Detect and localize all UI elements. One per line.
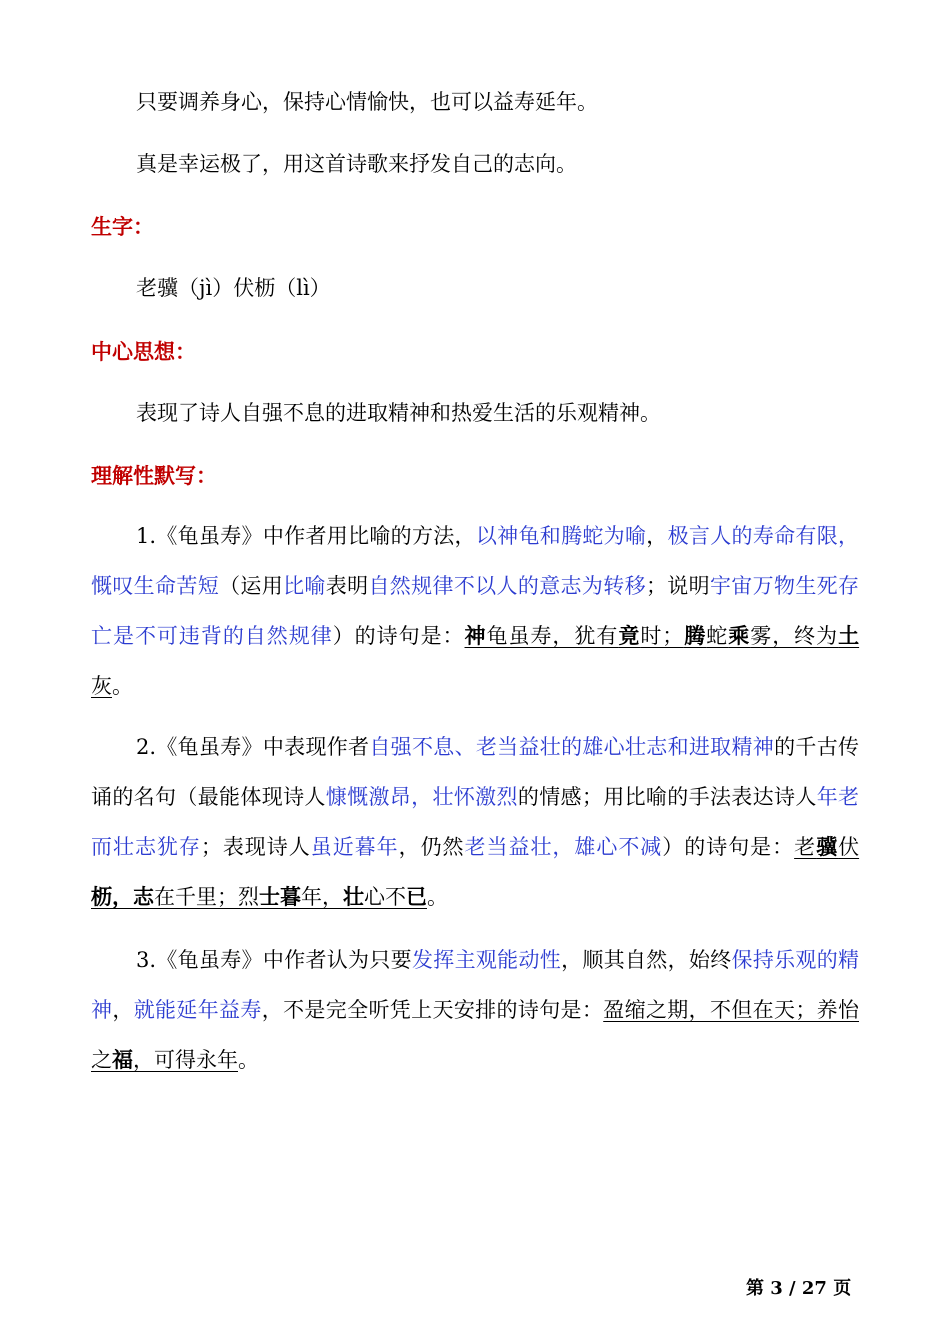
item2-text: 的情感；用比喻的手法表达诗人 xyxy=(517,785,817,809)
item1-end: 。 xyxy=(112,674,133,698)
item1-keypoint: 比喻 xyxy=(283,574,326,598)
item3-text: ，不是完全听凭上天安排的诗句是： xyxy=(261,998,604,1022)
item1-keypoint: 自然规律不以人的意志为转移 xyxy=(368,574,646,598)
item2-keypoint: 老当益壮，雄心不减 xyxy=(464,835,663,859)
dictation-item-1 xyxy=(91,511,859,711)
paragraph-line-2: 真是幸运极了，用这首诗歌来抒发自己的志向。 xyxy=(136,152,577,176)
section-heading-shengzi: 生字： xyxy=(91,215,154,239)
item3-keypoint: 保持乐观的精神 xyxy=(91,948,860,1022)
item2-keypoint: 慷慨激昂，壮怀激烈 xyxy=(325,785,518,809)
item1-text: ， xyxy=(646,524,668,548)
item2-text: ，仍然 xyxy=(398,835,465,859)
item2-text: ；表现诗人 xyxy=(200,835,311,859)
item3-answer: 盈缩之期，不但在天；养怡之福，可得永年 xyxy=(91,998,860,1072)
item1-keypoint: 宇宙万物生死存亡是不可违背的自然规律 xyxy=(91,574,860,648)
section-heading-zhongxin: 中心思想： xyxy=(91,340,196,364)
item1-keypoint: 以神龟和腾蛇为喻 xyxy=(475,524,647,548)
paragraph-line-1: 只要调养身心，保持心情愉快，也可以益寿延年。 xyxy=(136,90,598,114)
page-number: 第 3 / 27 页 xyxy=(746,1278,852,1299)
item2-keypoint: 年老而壮志犹存 xyxy=(91,785,860,859)
item1-text: ；说明 xyxy=(645,574,710,598)
section-heading-moxie: 理解性默写： xyxy=(91,464,217,488)
item1-text: 表明 xyxy=(325,574,369,598)
item1-text: 1.《龟虽寿》中作者用比喻的方法， xyxy=(136,524,476,548)
item2-keypoint: 自强不息、老当益壮的雄心壮志和进取精神 xyxy=(369,735,775,759)
item2-text: 2.《龟虽寿》中表现作者 xyxy=(136,735,370,759)
item1-text: （运用 xyxy=(219,574,284,598)
dictation-item-3 xyxy=(91,935,859,1085)
item2-text: ）的诗句是： xyxy=(662,835,795,859)
item2-answer: 老骥伏枥，志在千里；烈士暮年，壮心不已 xyxy=(91,834,860,909)
item3-text: ，顺其自然，始终 xyxy=(561,948,732,972)
item3-text: 3.《龟虽寿》中作者认为只要 xyxy=(136,948,412,972)
item2-text: 的千古传诵的名句（最能体现诗人 xyxy=(91,735,859,809)
shengzi-text: 老骥（jì）伏枥（lì） xyxy=(136,276,331,300)
dictation-item-2 xyxy=(91,722,859,922)
item3-keypoint: 发挥主观能动性 xyxy=(411,948,562,972)
item3-keypoint: 就能延年益寿 xyxy=(133,998,262,1022)
item1-keypoint: 极言人的寿命有限，慨叹生命苦短 xyxy=(91,524,860,598)
item3-end: 。 xyxy=(238,1048,259,1072)
item3-text: ， xyxy=(112,998,134,1022)
item1-text: ）的诗句是： xyxy=(332,624,465,648)
item2-end: 。 xyxy=(427,885,448,909)
item2-keypoint: 虽近暮年 xyxy=(310,835,399,859)
item1-answer: 神龟虽寿，犹有竟时；腾蛇乘雾，终为土灰 xyxy=(91,623,860,698)
zhongxin-text: 表现了诗人自强不息的进取精神和热爱生活的乐观精神。 xyxy=(136,401,661,425)
